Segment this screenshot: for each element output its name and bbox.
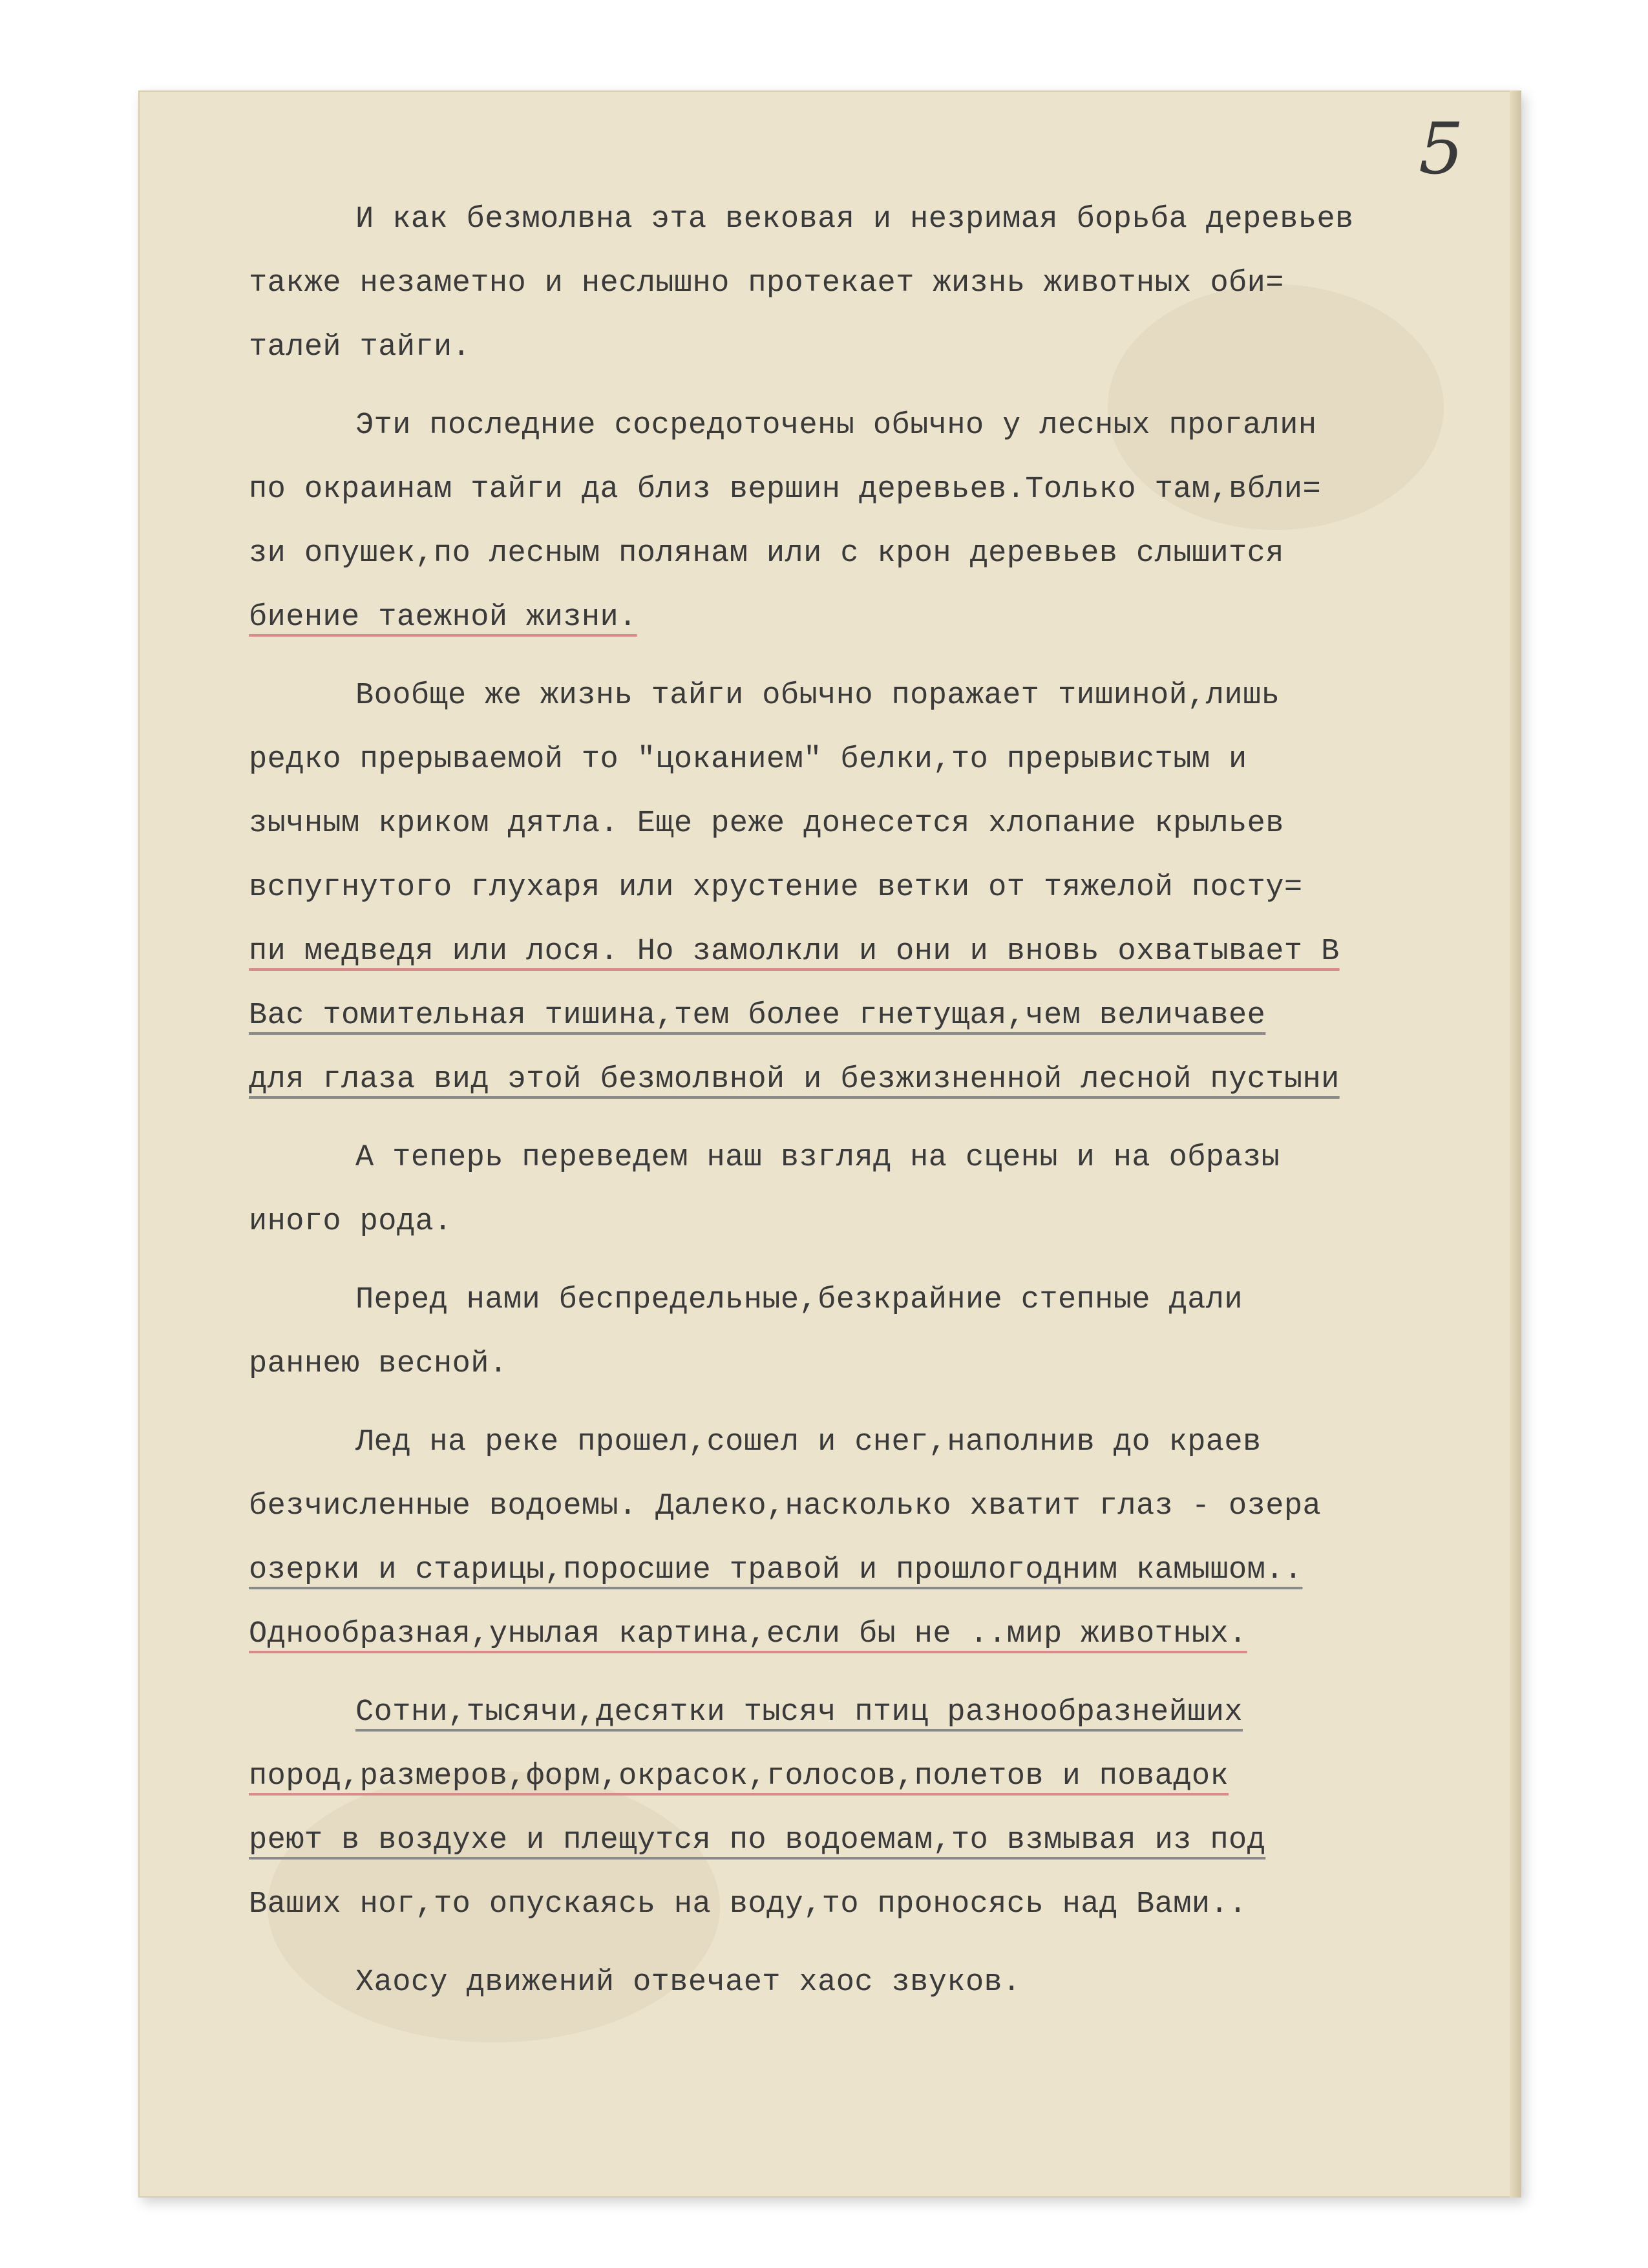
text-line: безчисленные водоемы. Далеко,насколько хватит глаз - озера	[249, 1489, 1322, 1523]
text-line: Перед нами беспредельные,безкрайние степные дали	[355, 1283, 1243, 1317]
text-line: Однообразная,унылая картина,если бы не ..мир животных.	[249, 1617, 1247, 1651]
text-line: талей тайги.	[249, 330, 471, 365]
text-line: по окраинам тайги да близ вершин деревьев.Только там,вбли=	[249, 472, 1322, 507]
typed-text	[249, 187, 1528, 2015]
text-line: А теперь переведем наш взгляд на сцены и на образы	[355, 1141, 1280, 1175]
text-line: реют в воздухе и плещутся по водоемам,то взмывая из под	[249, 1823, 1266, 1858]
text-line: редко прерываемой то "цоканием" белки,то прерывистым и	[249, 743, 1247, 777]
text-line: также незаметно и неслышно протекает жизнь животных оби=	[249, 266, 1284, 301]
text-line: пород,размеров,форм,окрасок,голосов,полетов и повадок	[249, 1759, 1229, 1794]
text-line: иного рода.	[249, 1205, 452, 1239]
text-line: Эти последние сосредоточены обычно у лесных прогалин	[355, 408, 1317, 443]
text-line: И как безмолвна эта вековая и незримая борьба деревьев	[355, 202, 1354, 237]
text-line: биение таежной жизни.	[249, 600, 637, 635]
text-line: вспугнутого глухаря или хрустение ветки от тяжелой посту=	[249, 871, 1303, 905]
text-line: зи опушек,по лесным полянам или с крон деревьев слышится	[249, 536, 1284, 571]
text-line: Вас томительная тишина,тем более гнетущая,чем величавее	[249, 999, 1266, 1033]
text-line: зычным криком дятла. Еще реже донесется хлопание крыльев	[249, 807, 1284, 841]
text-line: Вообще же жизнь тайги обычно поражает тишиной,лишь	[355, 679, 1280, 713]
text-line: озерки и старицы,поросшие травой и прошлогодним камышом..	[249, 1553, 1303, 1587]
text-line: Сотни,тысячи,десятки тысяч птиц разнообразнейших	[355, 1695, 1243, 1730]
page-number: 5	[1419, 107, 1464, 190]
text-line: Лед на реке прошел,сошел и снег,наполнив до краев	[355, 1425, 1262, 1459]
text-line: Хаосу движений отвечает хаос звуков.	[355, 1966, 1021, 2000]
text-line: Ваших ног,то опускаясь на воду,то проносясь над Вами..	[249, 1887, 1247, 1922]
text-line: раннею весной.	[249, 1347, 508, 1381]
text-line: для глаза вид этой безмолвной и безжизненной лесной пустыни	[249, 1063, 1340, 1097]
text-line: пи медведя или лося. Но замолкли и они и вновь охватывает В	[249, 935, 1340, 969]
